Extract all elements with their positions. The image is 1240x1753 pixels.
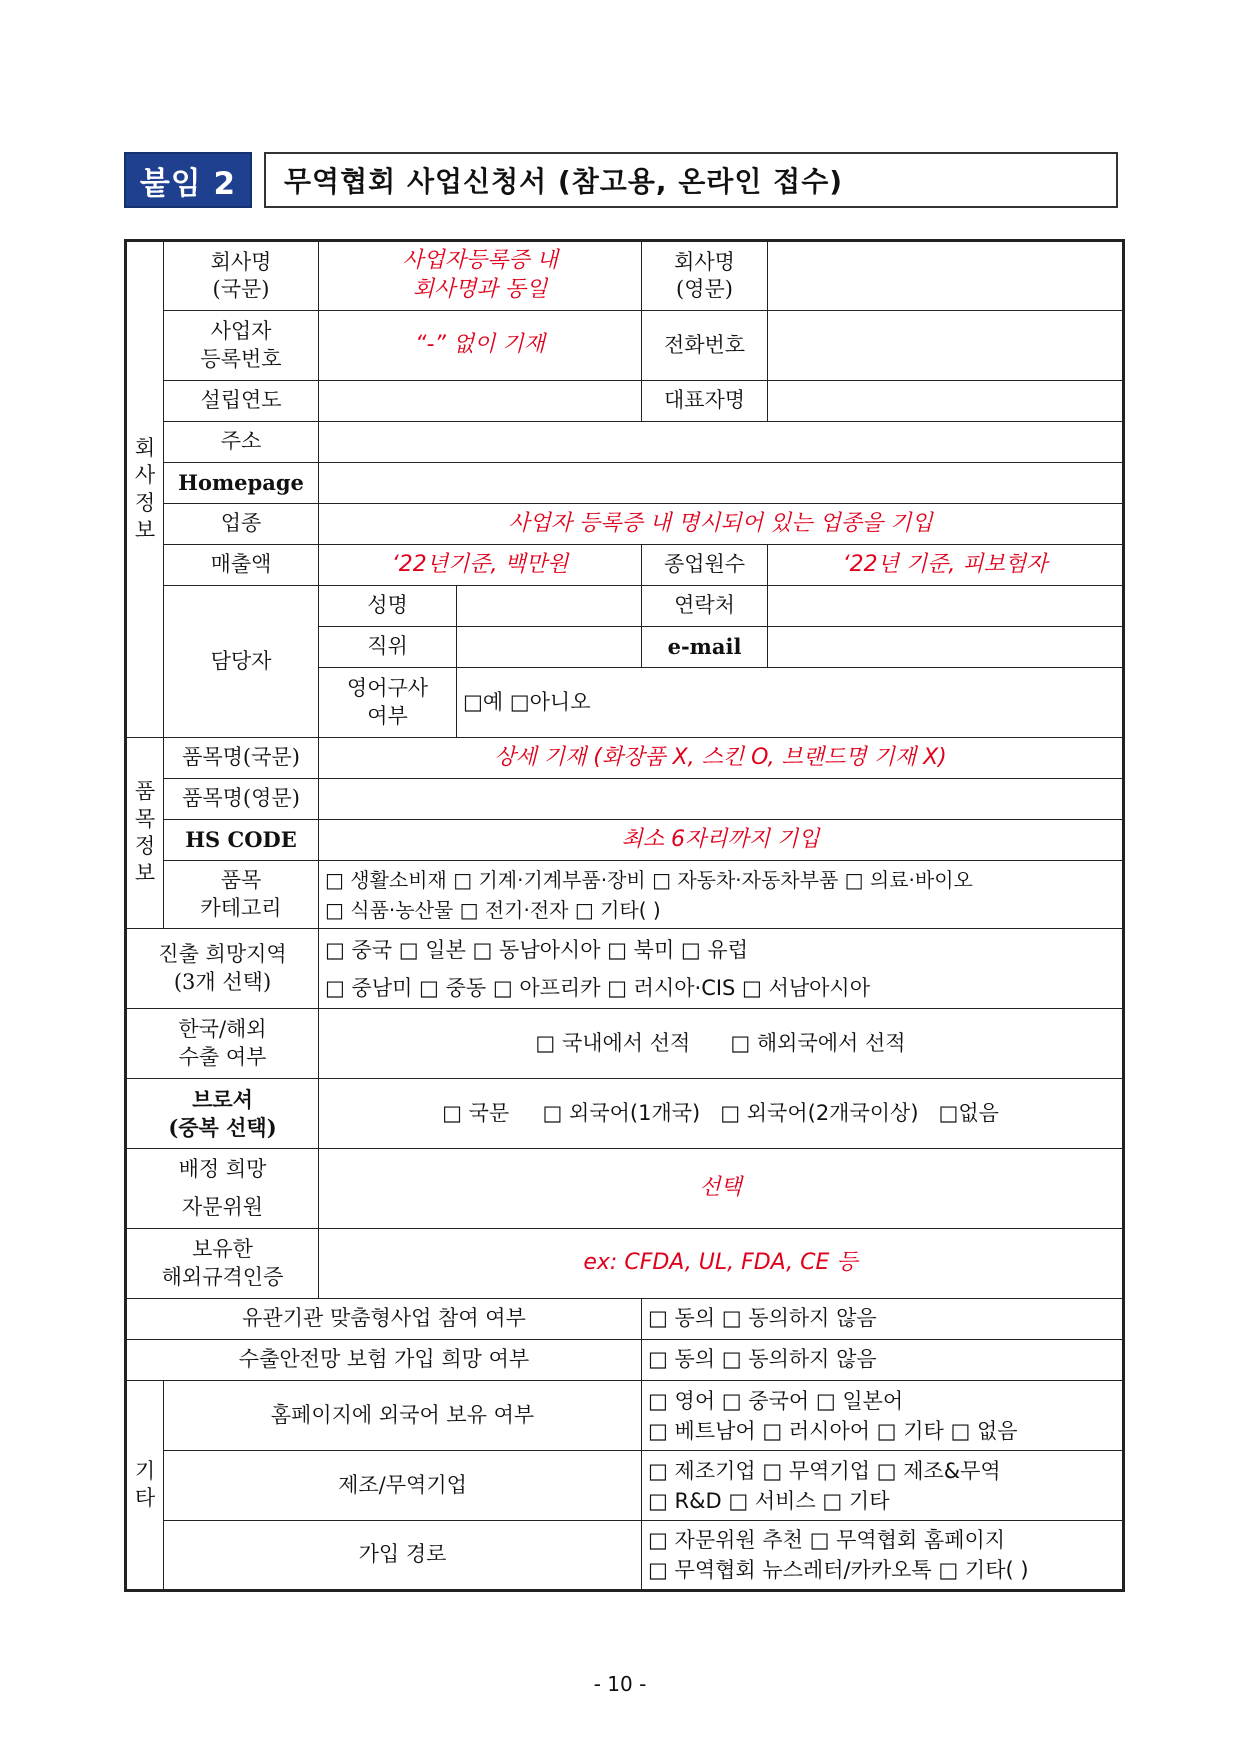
- sales-field[interactable]: ‘22년기준, 백만원: [319, 545, 642, 586]
- bizno-field[interactable]: “-” 없이 기재: [319, 311, 642, 381]
- company-name-kr-field[interactable]: 사업자등록증 내 회사명과 동일: [319, 241, 642, 311]
- etc-section-label: 기 타: [126, 1381, 164, 1591]
- document-header: [124, 152, 1118, 208]
- hs-code-label: HS CODE: [164, 820, 319, 861]
- certification-field[interactable]: ex: CFDA, UL, FDA, CE 등: [319, 1229, 1124, 1299]
- category-line-1[interactable]: □ 생활소비재 □ 기계·기계부품·장비 □ 자동차·자동차부품 □ 의료·바이오: [325, 867, 973, 892]
- advisor-field[interactable]: 선택: [319, 1149, 1124, 1229]
- phone-field[interactable]: [768, 311, 1124, 381]
- category-options[interactable]: [319, 861, 1124, 929]
- address-label: 주소: [164, 422, 319, 463]
- brochure-label: 브로셔 (중복 선택): [126, 1079, 319, 1149]
- region-options[interactable]: [319, 929, 1124, 1009]
- product-name-kr-field[interactable]: 상세 기재 (화장품 X, 스킨 O, 브랜드명 기재 X): [319, 738, 1124, 779]
- homepage-lang-line-2[interactable]: □ 베트남어 □ 러시아어 □ 기타 □ 없음: [648, 1418, 1018, 1443]
- export-options[interactable]: □ 국내에서 선적 □ 해외국에서 선적: [319, 1009, 1124, 1079]
- founded-field[interactable]: [319, 381, 642, 422]
- hs-code-field[interactable]: 최소 6자리까지 기입: [319, 820, 1124, 861]
- contact-phone-label: 연락처: [642, 586, 768, 627]
- contact-phone-field[interactable]: [768, 586, 1124, 627]
- english-label: 영어구사 여부: [319, 668, 457, 738]
- industry-label: 업종: [164, 504, 319, 545]
- sales-label: 매출액: [164, 545, 319, 586]
- join-path-label: 가입 경로: [164, 1521, 642, 1591]
- homepage-label: Homepage: [164, 463, 319, 504]
- export-label: 한국/해외 수출 여부: [126, 1009, 319, 1079]
- certification-label: 보유한 해외규격인증: [126, 1229, 319, 1299]
- product-name-kr-label: 품목명(국문): [164, 738, 319, 779]
- company-name-en-field[interactable]: [768, 241, 1124, 311]
- business-type-label: 제조/무역기업: [164, 1451, 642, 1521]
- document-title: 무역협회 사업신청서 (참고용, 온라인 접수): [264, 152, 1118, 208]
- category-line-2[interactable]: □ 식품·농산물 □ 전기·전자 □ 기타( ): [325, 897, 661, 922]
- join-path-line-1[interactable]: □ 자문위원 추천 □ 무역협회 홈페이지: [648, 1528, 1006, 1552]
- company-name-en-label: 회사명 (영문): [642, 241, 768, 311]
- industry-field[interactable]: 사업자 등록증 내 명시되어 있는 업종을 기입: [319, 504, 1124, 545]
- join-path-options[interactable]: [642, 1521, 1124, 1591]
- homepage-lang-label: 홈페이지에 외국어 보유 여부: [164, 1381, 642, 1451]
- ceo-label: 대표자명: [642, 381, 768, 422]
- attachment-tag: 붙임 2: [124, 152, 252, 208]
- english-options[interactable]: □예 □아니오: [457, 668, 1124, 738]
- advisor-label: 배정 희망 자문위원: [126, 1149, 319, 1229]
- contact-name-label: 성명: [319, 586, 457, 627]
- phone-label: 전화번호: [642, 311, 768, 381]
- product-section-label: 품목 정보: [126, 738, 164, 929]
- ceo-field[interactable]: [768, 381, 1124, 422]
- page-number: - 10 -: [593, 1672, 647, 1696]
- homepage-lang-options[interactable]: [642, 1381, 1124, 1451]
- application-form: [124, 239, 1125, 1592]
- employees-field[interactable]: ‘22년 기준, 피보험자: [768, 545, 1124, 586]
- homepage-field[interactable]: [319, 463, 1124, 504]
- founded-label: 설립연도: [164, 381, 319, 422]
- contact-email-label: e-mail: [642, 627, 768, 668]
- category-label: 품목 카테고리: [164, 861, 319, 929]
- region-line-1[interactable]: □ 중국 □ 일본 □ 동남아시아 □ 북미 □ 유럽: [325, 937, 749, 962]
- contact-name-field[interactable]: [457, 586, 642, 627]
- region-line-2[interactable]: □ 중남미 □ 중동 □ 아프리카 □ 러시아·CIS □ 서남아시아: [325, 975, 871, 1000]
- contact-email-field[interactable]: [768, 627, 1124, 668]
- join-path-line-2[interactable]: □ 무역협회 뉴스레터/카카오톡 □ 기타( ): [648, 1558, 1029, 1582]
- product-name-en-label: 품목명(영문): [164, 779, 319, 820]
- business-type-line-1[interactable]: □ 제조기업 □ 무역기업 □ 제조&무역: [648, 1458, 1001, 1483]
- consent-1-label: 유관기관 맞춤형사업 참여 여부: [126, 1299, 642, 1340]
- company-name-kr-label: 회사명 (국문): [164, 241, 319, 311]
- contact-position-label: 직위: [319, 627, 457, 668]
- contact-position-field[interactable]: [457, 627, 642, 668]
- consent-2-label: 수출안전망 보험 가입 희망 여부: [126, 1340, 642, 1381]
- brochure-options[interactable]: □ 국문 □ 외국어(1개국) □ 외국어(2개국이상) □없음: [319, 1079, 1124, 1149]
- product-name-en-field[interactable]: [319, 779, 1124, 820]
- region-label: 진출 희망지역 (3개 선택): [126, 929, 319, 1009]
- company-section-label: 회사 정보: [126, 241, 164, 738]
- business-type-options[interactable]: [642, 1451, 1124, 1521]
- business-type-line-2[interactable]: □ R&D □ 서비스 □ 기타: [648, 1488, 890, 1513]
- bizno-label: 사업자 등록번호: [164, 311, 319, 381]
- address-field[interactable]: [319, 422, 1124, 463]
- consent-2-options[interactable]: □ 동의 □ 동의하지 않음: [642, 1340, 1124, 1381]
- employees-label: 종업원수: [642, 545, 768, 586]
- homepage-lang-line-1[interactable]: □ 영어 □ 중국어 □ 일본어: [648, 1388, 904, 1413]
- contact-label: 담당자: [164, 586, 319, 738]
- consent-1-options[interactable]: □ 동의 □ 동의하지 않음: [642, 1299, 1124, 1340]
